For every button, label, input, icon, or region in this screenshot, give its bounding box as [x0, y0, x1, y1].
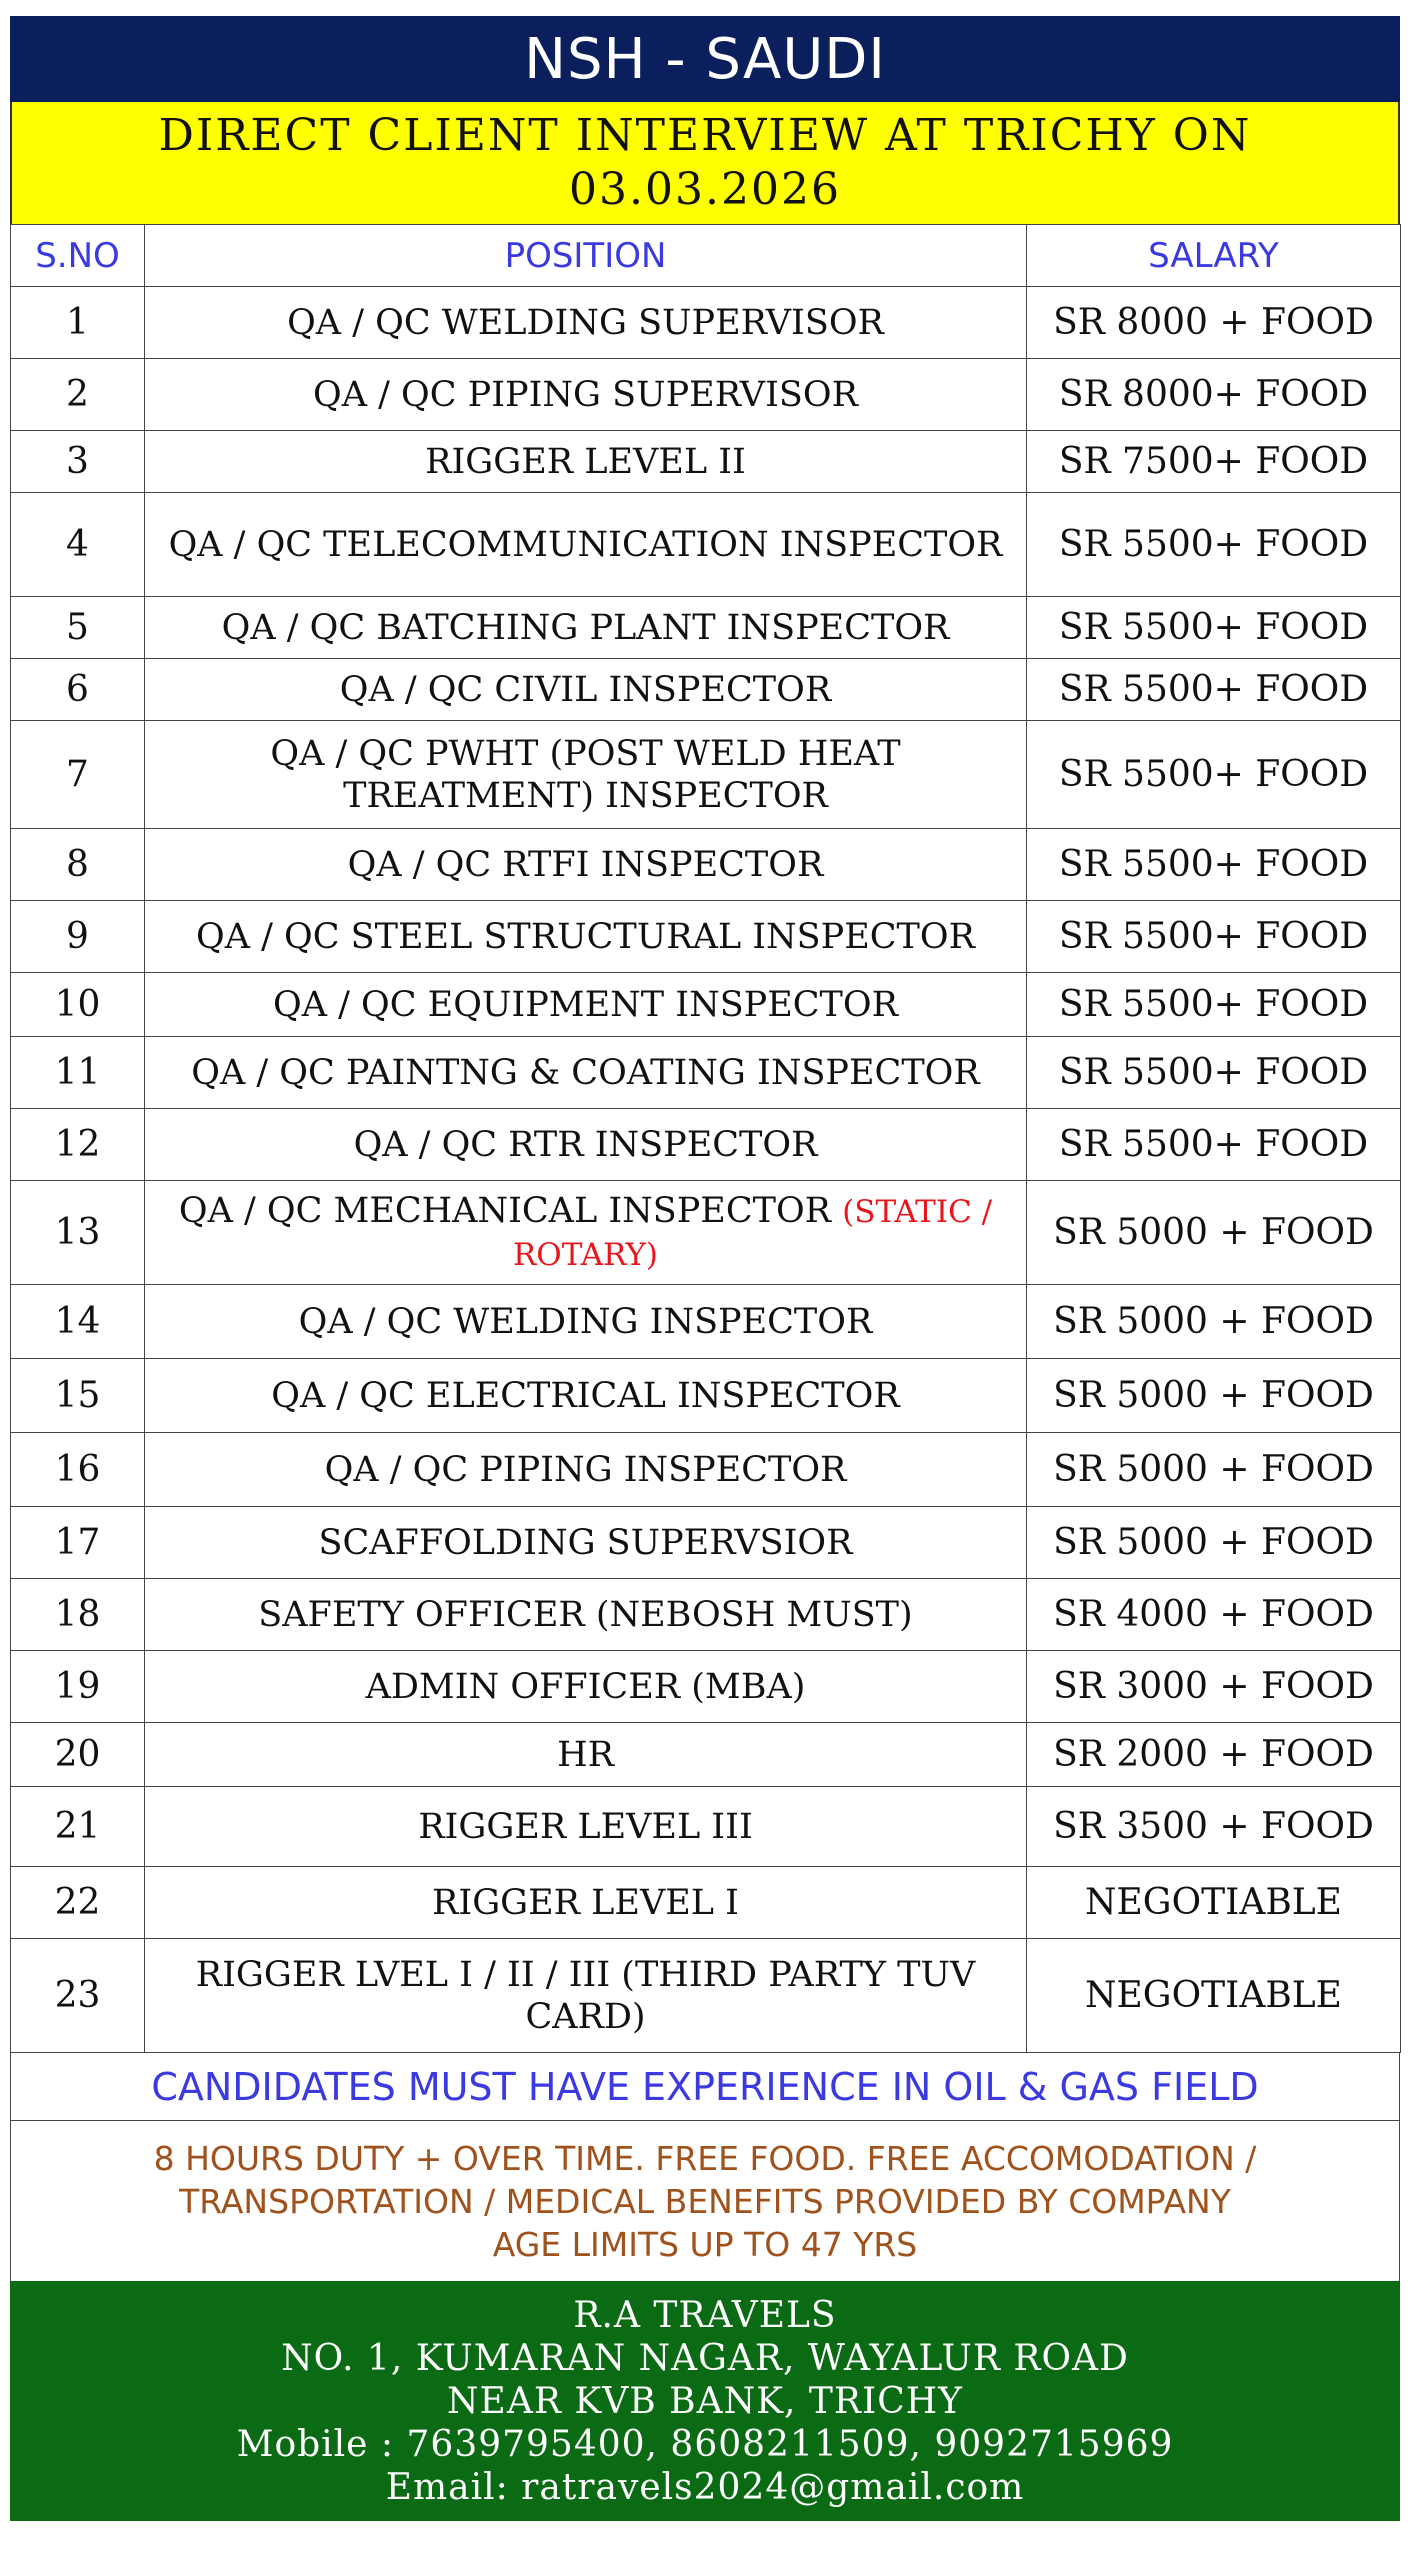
interview-banner-line1: DIRECT CLIENT INTERVIEW AT TRICHY ON	[158, 110, 1252, 161]
row-salary: SR 5000 + FOOD	[1027, 1433, 1401, 1507]
table-row	[11, 1787, 1401, 1867]
row-salary: SR 3000 + FOOD	[1027, 1651, 1401, 1723]
position-title: SAFETY OFFICER (NEBOSH MUST)	[258, 1594, 913, 1635]
table-row	[11, 829, 1401, 901]
position-title: QA / QC RTFI INSPECTOR	[347, 844, 824, 885]
benefits-line1: 8 HOURS DUTY + OVER TIME. FREE FOOD. FREE ACCOMODATION /	[153, 2138, 1257, 2178]
column-header-position: POSITION	[145, 225, 1027, 287]
row-position	[145, 1037, 1027, 1109]
row-salary: SR 5500+ FOOD	[1027, 493, 1401, 597]
row-salary: SR 5500+ FOOD	[1027, 1109, 1401, 1181]
position-title: QA / QC CIVIL INSPECTOR	[339, 669, 832, 710]
table-row	[11, 721, 1401, 829]
row-sno: 2	[11, 359, 145, 431]
row-position	[145, 1433, 1027, 1507]
position-title: QA / QC ELECTRICAL INSPECTOR	[271, 1375, 900, 1416]
row-salary: SR 5500+ FOOD	[1027, 973, 1401, 1037]
row-position	[145, 493, 1027, 597]
position-title: RIGGER LEVEL III	[418, 1806, 753, 1847]
table-row	[11, 973, 1401, 1037]
row-salary: SR 3500 + FOOD	[1027, 1787, 1401, 1867]
company-name: R.A TRAVELS	[573, 2294, 837, 2336]
row-position	[145, 1579, 1027, 1651]
table-row	[11, 1037, 1401, 1109]
table-row	[11, 1359, 1401, 1433]
row-position	[145, 1787, 1027, 1867]
address-line2: NEAR KVB BANK, TRICHY	[447, 2380, 963, 2422]
row-salary: SR 8000+ FOOD	[1027, 359, 1401, 431]
interview-date: 03.03.2026	[569, 164, 841, 215]
benefits-line3: AGE LIMITS UP TO 47 YRS	[492, 2224, 918, 2264]
row-salary: SR 5000 + FOOD	[1027, 1359, 1401, 1433]
table-row	[11, 901, 1401, 973]
row-position	[145, 1181, 1027, 1285]
table-row	[11, 1109, 1401, 1181]
table-row	[11, 1579, 1401, 1651]
table-row	[11, 1181, 1401, 1285]
email-address: Email: ratravels2024@gmail.com	[385, 2466, 1025, 2508]
row-sno: 19	[11, 1651, 145, 1723]
row-salary: SR 5000 + FOOD	[1027, 1507, 1401, 1579]
position-title: QA / QC PWHT (POST WELD HEAT TREATMENT) INSPECTOR	[270, 733, 901, 816]
row-salary: SR 8000 + FOOD	[1027, 287, 1401, 359]
positions-table	[10, 224, 1401, 2053]
row-position	[145, 829, 1027, 901]
row-sno: 22	[11, 1867, 145, 1939]
table-row	[11, 1651, 1401, 1723]
row-sno: 12	[11, 1109, 145, 1181]
row-position	[145, 1867, 1027, 1939]
position-title: QA / QC WELDING INSPECTOR	[298, 1301, 873, 1342]
table-row	[11, 493, 1401, 597]
mobile-numbers: Mobile : 7639795400, 8608211509, 9092715969	[236, 2423, 1174, 2465]
row-position	[145, 1651, 1027, 1723]
row-salary: NEGOTIABLE	[1027, 1867, 1401, 1939]
row-sno: 10	[11, 973, 145, 1037]
table-row	[11, 287, 1401, 359]
row-salary: SR 5500+ FOOD	[1027, 597, 1401, 659]
row-sno: 8	[11, 829, 145, 901]
row-salary: SR 4000 + FOOD	[1027, 1579, 1401, 1651]
row-salary: SR 5000 + FOOD	[1027, 1181, 1401, 1285]
row-sno: 18	[11, 1579, 145, 1651]
table-row	[11, 659, 1401, 721]
contact-footer	[10, 2281, 1400, 2521]
row-position	[145, 1939, 1027, 2053]
table-row	[11, 1507, 1401, 1579]
table-row	[11, 359, 1401, 431]
row-position	[145, 597, 1027, 659]
position-title: QA / QC EQUIPMENT INSPECTOR	[273, 984, 898, 1025]
row-position	[145, 431, 1027, 493]
row-position	[145, 287, 1027, 359]
position-title: QA / QC PIPING INSPECTOR	[324, 1449, 847, 1490]
position-title: RIGGER LEVEL I	[432, 1882, 739, 1923]
position-title: QA / QC WELDING SUPERVISOR	[287, 302, 884, 343]
poster-title: NSH - SAUDI	[10, 16, 1400, 102]
row-salary: SR 5000 + FOOD	[1027, 1285, 1401, 1359]
row-sno: 3	[11, 431, 145, 493]
row-position	[145, 721, 1027, 829]
row-sno: 4	[11, 493, 145, 597]
row-sno: 20	[11, 1723, 145, 1787]
row-position	[145, 659, 1027, 721]
position-title: QA / QC TELECOMMUNICATION INSPECTOR	[168, 524, 1003, 565]
position-title: ADMIN OFFICER (MBA)	[365, 1666, 806, 1707]
benefits-line2: TRANSPORTATION / MEDICAL BENEFITS PROVIDED BY COMPANY	[179, 2181, 1231, 2221]
row-position	[145, 1723, 1027, 1787]
position-title: QA / QC STEEL STRUCTURAL INSPECTOR	[196, 916, 975, 957]
row-position	[145, 1109, 1027, 1181]
row-salary: SR 5500+ FOOD	[1027, 721, 1401, 829]
table-row	[11, 1723, 1401, 1787]
position-title: QA / QC PAINTNG & COATING INSPECTOR	[191, 1052, 980, 1093]
row-position	[145, 973, 1027, 1037]
benefits-block	[10, 2121, 1400, 2281]
table-row	[11, 597, 1401, 659]
position-title: SCAFFOLDING SUPERVSIOR	[318, 1522, 853, 1563]
row-sno: 16	[11, 1433, 145, 1507]
row-salary: SR 5500+ FOOD	[1027, 1037, 1401, 1109]
row-position	[145, 901, 1027, 973]
table-row	[11, 1285, 1401, 1359]
table-row	[11, 1433, 1401, 1507]
row-sno: 17	[11, 1507, 145, 1579]
row-salary: SR 7500+ FOOD	[1027, 431, 1401, 493]
column-header-sno: S.NO	[11, 225, 145, 287]
job-poster	[10, 16, 1400, 2521]
row-position	[145, 1507, 1027, 1579]
row-position	[145, 1285, 1027, 1359]
row-sno: 23	[11, 1939, 145, 2053]
position-title: QA / QC RTR INSPECTOR	[353, 1124, 818, 1165]
position-note: (STATIC / ROTARY)	[512, 1193, 993, 1273]
row-sno: 13	[11, 1181, 145, 1285]
row-salary: SR 5500+ FOOD	[1027, 829, 1401, 901]
row-salary: SR 5500+ FOOD	[1027, 659, 1401, 721]
table-row	[11, 1939, 1401, 2053]
position-title: RIGGER LEVEL II	[425, 441, 746, 482]
row-sno: 11	[11, 1037, 145, 1109]
table-row	[11, 1867, 1401, 1939]
row-sno: 14	[11, 1285, 145, 1359]
row-sno: 7	[11, 721, 145, 829]
position-title: QA / QC MECHANICAL INSPECTOR	[178, 1190, 832, 1231]
row-sno: 5	[11, 597, 145, 659]
position-title: QA / QC PIPING SUPERVISOR	[313, 374, 858, 415]
position-title: RIGGER LVEL I / II / III (THIRD PARTY TUV CARD)	[195, 1954, 976, 2037]
experience-requirement: CANDIDATES MUST HAVE EXPERIENCE IN OIL & GAS FIELD	[10, 2053, 1400, 2121]
row-sno: 1	[11, 287, 145, 359]
position-title: HR	[557, 1734, 614, 1775]
row-position	[145, 1359, 1027, 1433]
row-sno: 21	[11, 1787, 145, 1867]
row-salary: SR 2000 + FOOD	[1027, 1723, 1401, 1787]
row-sno: 6	[11, 659, 145, 721]
interview-banner	[10, 102, 1400, 224]
table-header-row	[11, 225, 1401, 287]
row-sno: 9	[11, 901, 145, 973]
row-position	[145, 359, 1027, 431]
column-header-salary: SALARY	[1027, 225, 1401, 287]
positions-table-body	[11, 287, 1401, 2053]
row-salary: SR 5500+ FOOD	[1027, 901, 1401, 973]
address-line1: NO. 1, KUMARAN NAGAR, WAYALUR ROAD	[281, 2337, 1129, 2379]
position-title: QA / QC BATCHING PLANT INSPECTOR	[221, 607, 950, 648]
table-row	[11, 431, 1401, 493]
row-salary: NEGOTIABLE	[1027, 1939, 1401, 2053]
row-sno: 15	[11, 1359, 145, 1433]
